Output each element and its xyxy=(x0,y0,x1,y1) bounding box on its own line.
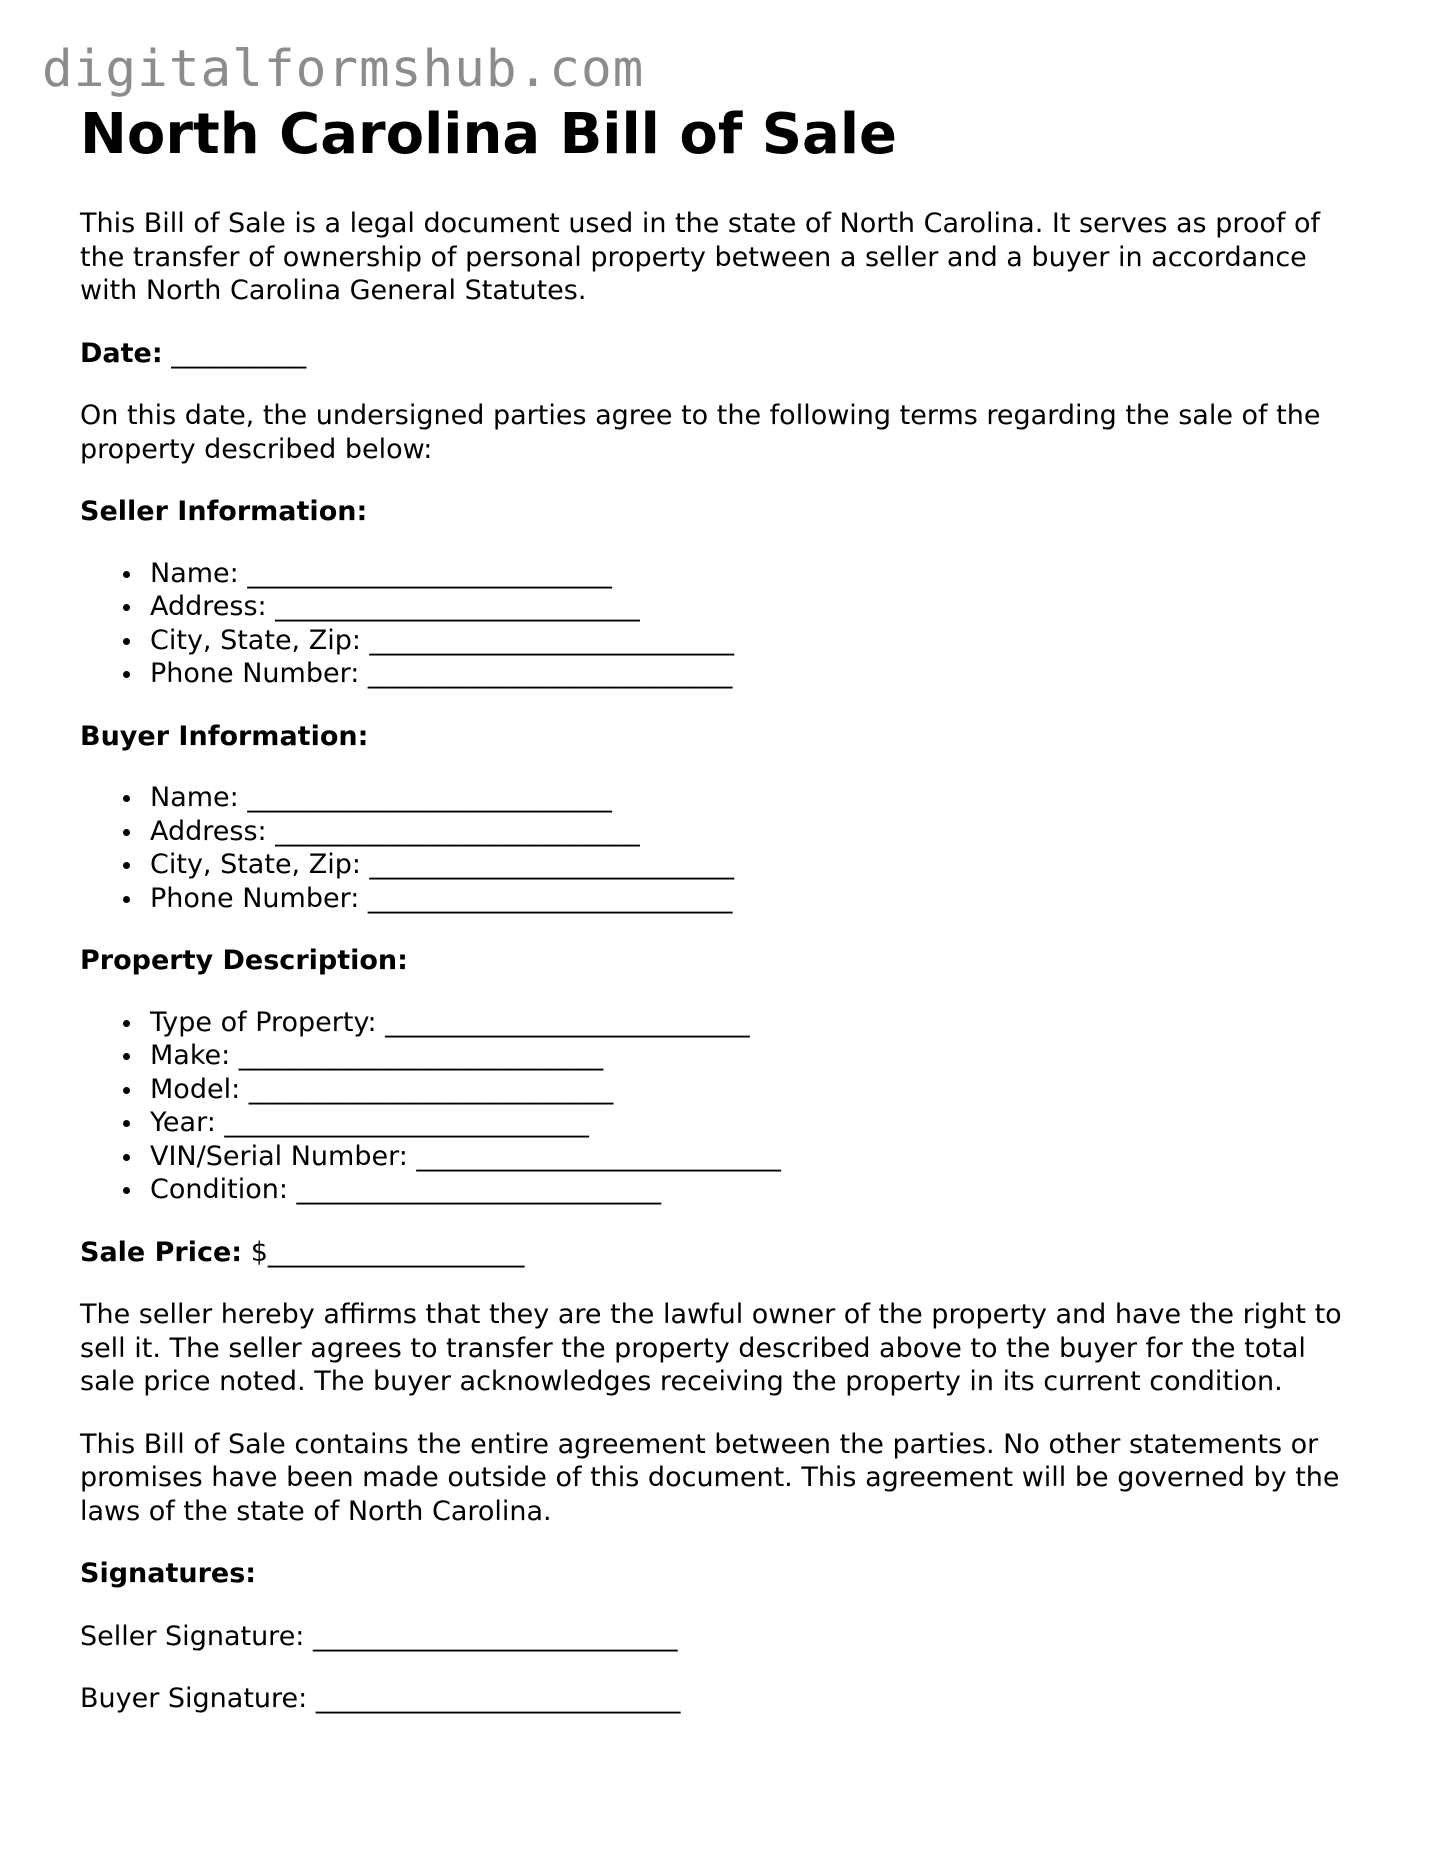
property-condition-field[interactable]: Condition: ___________________________ xyxy=(150,1173,1360,1207)
seller-name-field[interactable]: Name: ___________________________ xyxy=(150,557,1360,591)
property-type-field[interactable]: Type of Property: ___________________________ xyxy=(150,1006,1360,1040)
date-field xyxy=(80,337,1360,371)
buyer-signature-field[interactable]: Buyer Signature: ___________________________ xyxy=(80,1683,681,1714)
buyer-city-state-zip-field[interactable]: City, State, Zip: ___________________________ xyxy=(150,848,1360,882)
sale-price-blank[interactable]: $___________________ xyxy=(250,1236,525,1268)
intro-paragraph: This Bill of Sale is a legal document used in the state of North Carolina. It serves as proof of the transfer of ownership of personal property between a seller and a buyer in accordance with North Carolina General Statutes. xyxy=(80,208,1320,306)
property-description-list xyxy=(80,1006,1360,1207)
sale-price-field xyxy=(80,1236,1360,1270)
property-make-field[interactable]: Make: ___________________________ xyxy=(150,1039,1360,1073)
property-year-field[interactable]: Year: ___________________________ xyxy=(150,1106,1360,1140)
date-label: Date: xyxy=(80,337,163,369)
seller-address-field[interactable]: Address: ___________________________ xyxy=(150,590,1360,624)
property-model-field[interactable]: Model: ___________________________ xyxy=(150,1073,1360,1107)
terms-intro-paragraph: On this date, the undersigned parties agree to the following terms regarding the sale of the property described below: xyxy=(80,400,1321,465)
affirmation-paragraph: The seller hereby affirms that they are the lawful owner of the property and have the right to sell it. The seller agrees to transfer the property described above to the buyer for the total sale price noted. The buyer acknowledges receiving the property in its current condition. xyxy=(80,1299,1342,1397)
page-title: North Carolina Bill of Sale xyxy=(80,102,898,167)
document-page xyxy=(80,100,1360,1716)
seller-information-list xyxy=(80,557,1360,691)
watermark: digitalformshub.com xyxy=(42,40,645,99)
property-description-heading: Property Description: xyxy=(80,945,408,976)
property-vin-field[interactable]: VIN/Serial Number: ___________________________ xyxy=(150,1140,1360,1174)
buyer-information-heading: Buyer Information: xyxy=(80,720,369,752)
seller-signature-field[interactable]: Seller Signature: ___________________________ xyxy=(80,1620,678,1652)
entire-agreement-paragraph: This Bill of Sale contains the entire agreement between the parties. No other statements or promises have been made outside of this document. This agreement will be governed by the laws of the state of North Carolina. xyxy=(80,1428,1340,1527)
buyer-address-field[interactable]: Address: ___________________________ xyxy=(150,815,1360,849)
seller-information-heading: Seller Information: xyxy=(80,496,368,527)
seller-city-state-zip-field[interactable]: City, State, Zip: ___________________________ xyxy=(150,624,1360,658)
buyer-name-field[interactable]: Name: ___________________________ xyxy=(150,781,1360,815)
sale-price-label: Sale Price: xyxy=(80,1236,243,1268)
seller-phone-field[interactable]: Phone Number: ___________________________ xyxy=(150,657,1360,691)
buyer-phone-field[interactable]: Phone Number: ___________________________ xyxy=(150,882,1360,916)
date-blank[interactable]: __________ xyxy=(171,337,307,369)
signatures-heading: Signatures: xyxy=(80,1558,257,1589)
buyer-information-list xyxy=(80,781,1360,915)
